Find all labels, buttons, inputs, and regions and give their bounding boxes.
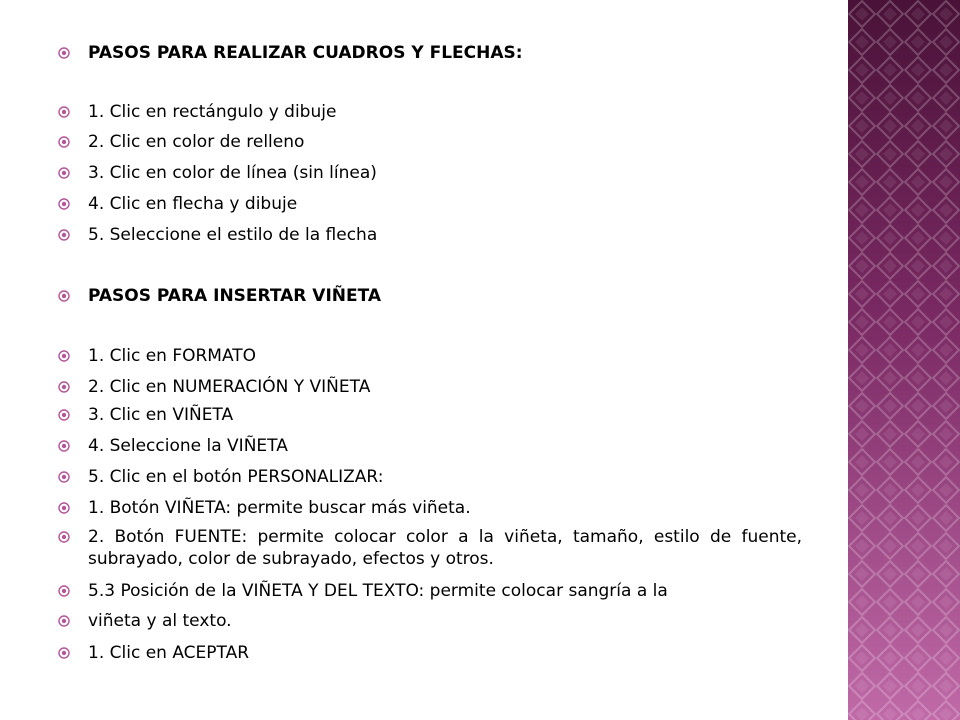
list-item-text: viñeta y al texto. [88, 611, 232, 631]
list-item [58, 101, 802, 123]
list-item [58, 404, 802, 426]
list-item-text: 4. Clic en flecha y dibuje [88, 194, 298, 214]
list-item [58, 376, 802, 398]
list-item [58, 345, 802, 367]
list-item [58, 435, 802, 457]
circled-dot-icon [58, 435, 88, 457]
heading-insertar-vineta: PASOS PARA INSERTAR VIÑETA [88, 286, 382, 306]
circled-dot-icon [58, 580, 88, 602]
circled-dot-icon [58, 162, 88, 184]
heading-cuadros-flechas: PASOS PARA REALIZAR CUADROS Y FLECHAS: [88, 43, 523, 63]
circled-dot-icon [58, 466, 88, 488]
decorative-sidebar [848, 0, 960, 720]
circled-dot-icon [58, 193, 88, 215]
list-item [58, 42, 802, 64]
circled-dot-icon [58, 526, 88, 548]
list-item [58, 526, 802, 570]
list-item [58, 580, 802, 602]
list-item-text: 2. Clic en NUMERACIÓN Y VIÑETA [88, 377, 371, 397]
list-item-text: 1. Clic en ACEPTAR [88, 643, 250, 663]
circled-dot-icon [58, 345, 88, 367]
list-item [58, 193, 802, 215]
diamond-pattern [848, 0, 960, 720]
list-item-text: 1. Clic en rectángulo y dibuje [88, 102, 337, 122]
list-item [58, 224, 802, 246]
circled-dot-icon [58, 101, 88, 123]
circled-dot-icon [58, 131, 88, 153]
list-item-text: 4. Seleccione la VIÑETA [88, 436, 288, 456]
list-item-text: 2. Clic en color de relleno [88, 132, 305, 152]
circled-dot-icon [58, 42, 88, 64]
list-item-text: 3. Clic en VIÑETA [88, 405, 234, 425]
list-item-text: 5. Seleccione el estilo de la flecha [88, 225, 378, 245]
list-item-text: 1. Botón VIÑETA: permite buscar más viñeta. [88, 498, 471, 518]
list-item-text: 1. Clic en FORMATO [88, 346, 257, 366]
circled-dot-icon [58, 642, 88, 664]
list-item [58, 610, 802, 632]
circled-dot-icon [58, 224, 88, 246]
list-item-text: 5. Clic en el botón PERSONALIZAR: [88, 467, 384, 487]
list-item [58, 497, 802, 519]
circled-dot-icon [58, 285, 88, 307]
list-item [58, 466, 802, 488]
circled-dot-icon [58, 497, 88, 519]
list-item [58, 642, 802, 664]
circled-dot-icon [58, 610, 88, 632]
list-item-text: 3. Clic en color de línea (sin línea) [88, 163, 377, 183]
circled-dot-icon [58, 376, 88, 398]
list-item [58, 285, 802, 307]
circled-dot-icon [58, 404, 88, 426]
list-item-text: 5.3 Posición de la VIÑETA Y DEL TEXTO: permite colocar sangría a la [88, 581, 668, 601]
list-item [58, 131, 802, 153]
list-item-text: 2. Botón FUENTE: permite colocar color a la viñeta, tamaño, estilo de fuente, subrayado, color de subrayado, efectos y otros. [88, 527, 802, 569]
list-item [58, 162, 802, 184]
